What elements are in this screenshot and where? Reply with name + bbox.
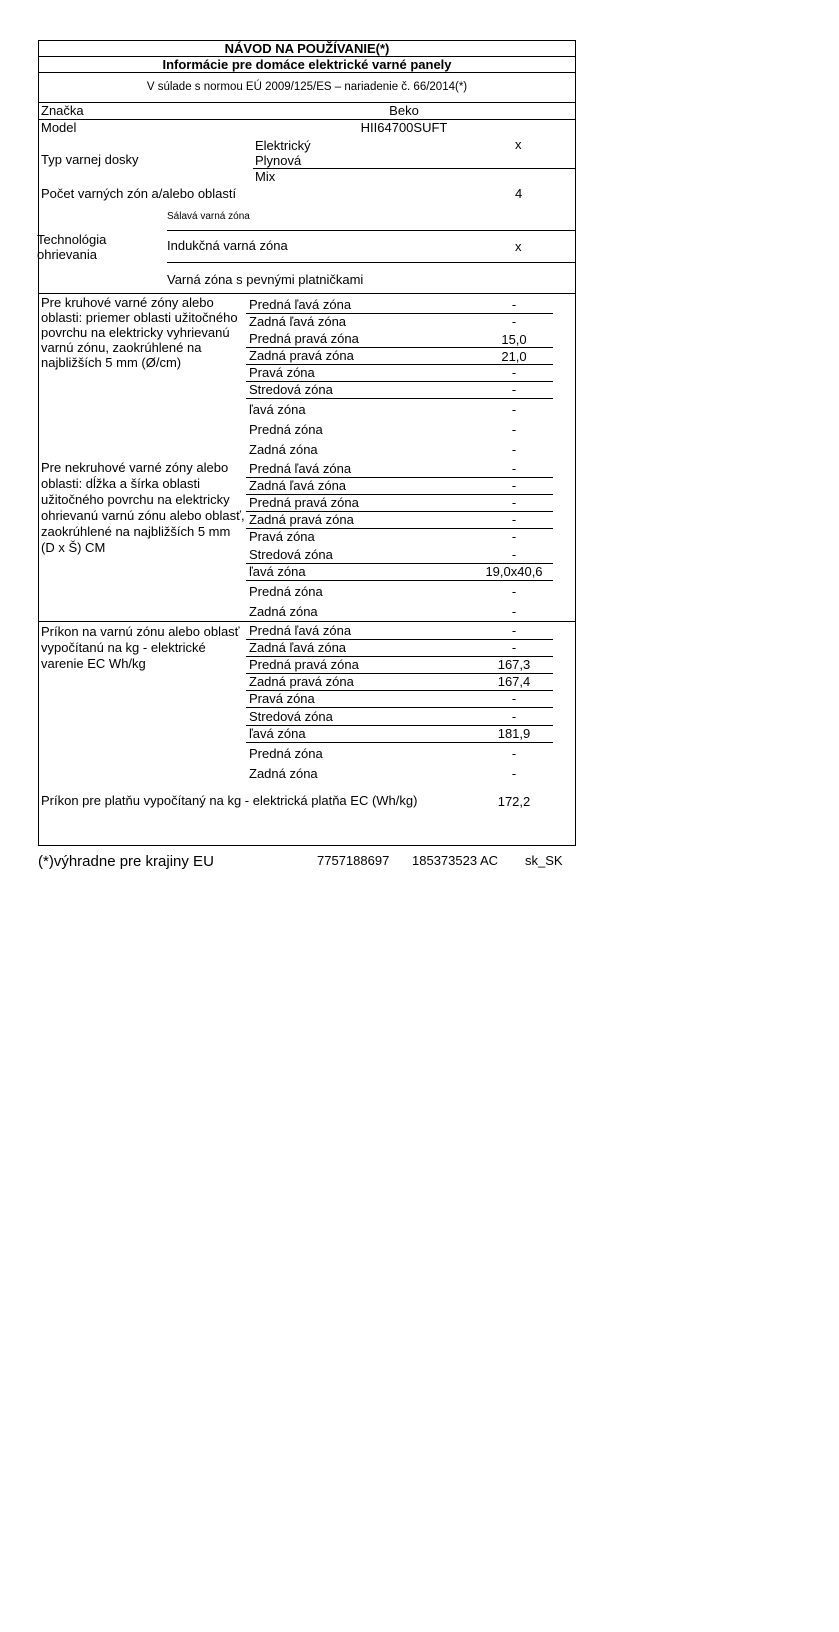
zone-name: Predná ľavá zóna — [249, 461, 352, 476]
heating-label: Technológia ohrievania — [37, 232, 107, 262]
zone-value: - — [511, 402, 517, 417]
document-subtitle: Informácie pre domáce elektrické varné panely — [162, 57, 452, 72]
zone-value: - — [511, 495, 517, 510]
zone-name: Zadná zóna — [249, 442, 318, 457]
zone-name: Predná zóna — [249, 584, 323, 599]
zone-name: Predná pravá zóna — [249, 331, 359, 346]
zone-name: Zadná ľavá zóna — [249, 640, 347, 655]
zone-name: ľavá zóna — [249, 402, 306, 417]
hob-type-electric: Elektrický — [255, 138, 311, 153]
row-divider — [246, 398, 553, 399]
zone-name: Pravá zóna — [249, 529, 315, 544]
zones-count-value: 4 — [515, 186, 523, 201]
hob-type-mix: Mix — [255, 169, 276, 184]
zone-value: - — [511, 746, 517, 761]
divider — [39, 72, 575, 73]
zone-value: - — [511, 529, 517, 544]
consumption-label: Príkon na varnú zónu alebo oblasť vypočítanú na kg - elektrické varenie EC Wh/kg — [41, 624, 240, 671]
zone-name: Stredová zóna — [249, 382, 333, 397]
zone-value: - — [511, 382, 517, 397]
zone-value: - — [511, 314, 517, 329]
zone-value: 21,0 — [501, 349, 527, 364]
zone-name: Predná zóna — [249, 746, 323, 761]
zone-value: - — [511, 584, 517, 599]
zone-value: - — [511, 512, 517, 527]
zone-value: - — [511, 365, 517, 380]
hob-type-gas: Plynová — [255, 153, 302, 168]
zone-name: Zadná ľavá zóna — [249, 314, 347, 329]
zone-name: Stredová zóna — [249, 709, 333, 724]
zone-name: Predná pravá zóna — [249, 495, 359, 510]
zone-value: - — [511, 709, 517, 724]
regulation-note: V súlade s normou EÚ 2009/125/ES – nariadenie č. 66/2014(*) — [146, 81, 468, 93]
model-value: HII64700SUFT — [360, 120, 448, 135]
hob-type-label: Typ varnej dosky — [41, 152, 139, 167]
footer-locale: sk_SK — [525, 853, 563, 868]
total-value: 172,2 — [497, 794, 531, 809]
zone-name: Predná zóna — [249, 422, 323, 437]
zone-name: Predná pravá zóna — [249, 657, 359, 672]
zone-name: Zadná zóna — [249, 604, 318, 619]
zone-value: - — [511, 478, 517, 493]
divider — [167, 230, 575, 231]
circular-label: Pre kruhové varné zóny alebo oblasti: priemer oblasti užitočného povrchu na elektricky vyhrievanú varnú zónu, zaokrúhlené na najbližších 5 mm (Ø/cm) — [41, 295, 238, 370]
zone-name: Predná ľavá zóna — [249, 623, 352, 638]
document-title: NÁVOD NA POUŽÍVANIE(*) — [224, 41, 390, 56]
zone-name: ľavá zóna — [249, 726, 306, 741]
zone-name: Zadná pravá zóna — [249, 512, 354, 527]
zone-value: - — [511, 442, 517, 457]
heating-solid-plate: Varná zóna s pevnými platničkami — [167, 272, 364, 287]
zone-value: - — [511, 547, 517, 562]
zones-count-label: Počet varných zón a/alebo oblastí — [41, 186, 237, 201]
energy-info-sheet — [38, 40, 576, 846]
row-divider — [246, 742, 553, 743]
model-label: Model — [41, 120, 77, 135]
row-divider — [246, 580, 553, 581]
zone-value: - — [511, 623, 517, 638]
zone-value: 167,3 — [497, 657, 531, 672]
divider — [39, 102, 575, 103]
zone-value: 181,9 — [497, 726, 531, 741]
zone-name: Stredová zóna — [249, 547, 333, 562]
row-divider — [246, 707, 553, 708]
divider — [39, 293, 575, 294]
zone-name: Pravá zóna — [249, 691, 315, 706]
divider — [253, 168, 575, 169]
footer-code-2: 185373523 AC — [412, 853, 499, 868]
zone-value: 19,0x40,6 — [485, 564, 543, 579]
zone-value: - — [511, 422, 517, 437]
brand-label: Značka — [41, 103, 84, 118]
hob-type-electric-mark: x — [515, 137, 522, 152]
divider — [167, 262, 575, 263]
brand-value: Beko — [389, 103, 419, 118]
zone-value: - — [511, 640, 517, 655]
footer-note: (*)výhradne pre krajiny EU — [38, 853, 214, 870]
zone-name: ľavá zóna — [249, 564, 306, 579]
footer-code-1: 7757188697 — [317, 853, 390, 868]
zone-name: Zadná pravá zóna — [249, 674, 354, 689]
zone-name: Zadná zóna — [249, 766, 318, 781]
zone-value: - — [511, 604, 517, 619]
zone-value: 167,4 — [497, 674, 531, 689]
noncircular-label: Pre nekruhové varné zóny alebo oblasti: dĺžka a šírka oblasti užitočného povrchu na elektricky ohrievanú varnú zónu alebo oblasť, zaokrúhlené na najbližších 5 mm (D x Š) CM — [41, 460, 245, 555]
zone-name: Predná ľavá zóna — [249, 297, 352, 312]
zone-name: Zadná ľavá zóna — [249, 478, 347, 493]
zone-value: - — [511, 691, 517, 706]
zone-value: - — [511, 766, 517, 781]
total-label: Príkon pre platňu vypočítaný na kg - elektrická platňa EC (Wh/kg) — [41, 793, 418, 808]
zone-value: - — [511, 461, 517, 476]
heating-radiant: Sálavá varná zóna — [167, 211, 250, 222]
zone-value: - — [511, 297, 517, 312]
heating-induction-mark: x — [515, 239, 522, 254]
divider — [39, 119, 575, 120]
heating-induction: Indukčná varná zóna — [167, 238, 288, 253]
divider — [39, 621, 575, 622]
zone-name: Zadná pravá zóna — [249, 348, 354, 363]
zone-name: Pravá zóna — [249, 365, 315, 380]
zone-value: 15,0 — [501, 332, 527, 347]
